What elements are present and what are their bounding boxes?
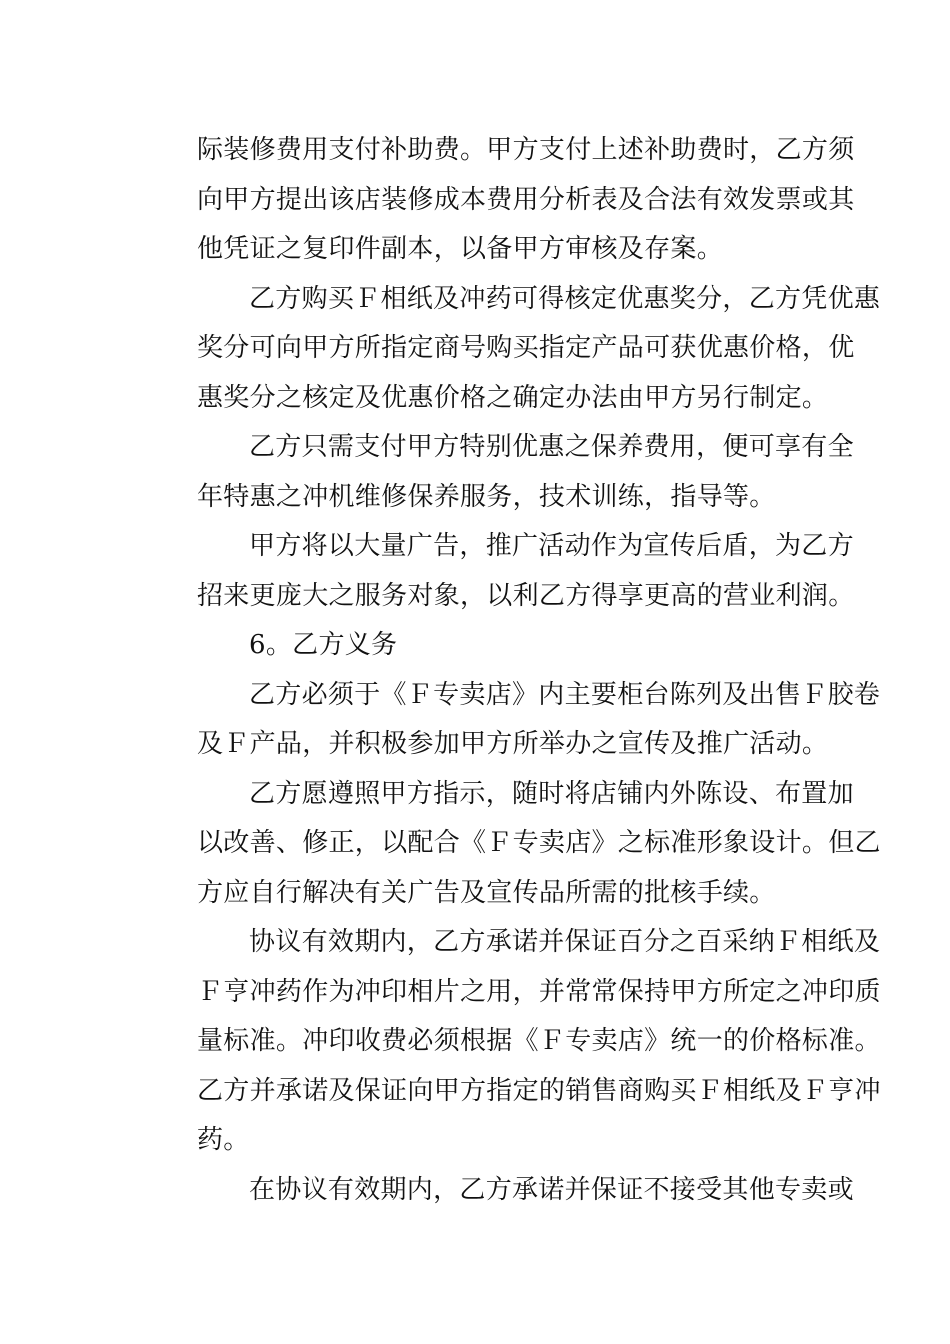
- text-line: 乙方愿遵照甲方指示，随时将店铺内外陈设、布置加: [249, 778, 854, 809]
- text-line: 方应自行解决有关广告及宣传品所需的批核手续。: [197, 877, 776, 908]
- paragraph-7: [145, 770, 881, 919]
- text-line: 惠奖分之核定及优惠价格之确定办法由甲方另行制定。: [197, 382, 829, 413]
- text-line: 乙方并承诺及保证向甲方指定的销售商购买Ｆ相纸及Ｆ亨冲: [197, 1075, 881, 1106]
- text-line: 药。: [197, 1125, 250, 1155]
- text-line: 协议有效期内，乙方承诺并保证百分之百采纳Ｆ相纸及: [249, 927, 881, 957]
- text-line: 量标准。冲印收费必须根据《Ｆ专卖店》统一的价格标准。: [197, 1026, 881, 1056]
- document-body: [145, 126, 881, 1215]
- text-line: 在协议有效期内，乙方承诺并保证不接受其他专卖或: [249, 1174, 854, 1205]
- text-line: 际装修费用支付补助费。甲方支付上述补助费时，乙方须: [197, 135, 855, 165]
- paragraph-3: [145, 423, 854, 522]
- text-line: 乙方只需支付甲方特别优惠之保养费用，便可享有全: [249, 432, 854, 462]
- text-line: 他凭证之复印件副本，以备甲方审核及存案。: [197, 234, 724, 264]
- paragraph-6: [145, 671, 881, 770]
- text-line: 向甲方提出该店装修成本费用分析表及合法有效发票或其: [197, 184, 855, 215]
- text-line: 以改善、修正，以配合《Ｆ专卖店》之标准形象设计。但乙: [197, 828, 881, 858]
- text-line: 奖分可向甲方所指定商号购买指定产品可获优惠价格，优: [197, 333, 855, 363]
- paragraph-1: [145, 126, 855, 275]
- text-line: Ｆ亨冲药作为冲印相片之用，并常常保持甲方所定之冲印质: [197, 976, 881, 1007]
- text-line: 招来更庞大之服务对象，以利乙方得享更高的营业利润。: [197, 580, 855, 611]
- paragraph-9: [145, 1166, 854, 1216]
- paragraph-8: [145, 918, 881, 1166]
- text-line: 乙方必须于《Ｆ专卖店》内主要柜台陈列及出售Ｆ胶卷: [249, 679, 881, 710]
- paragraph-4: [145, 522, 855, 621]
- text-line: 甲方将以大量广告，推广活动作为宣传后盾，为乙方: [249, 531, 854, 561]
- text-line: 乙方购买Ｆ相纸及冲药可得核定优惠奖分，乙方凭优惠: [249, 283, 881, 314]
- section-heading-text: 6。乙方义务: [249, 630, 398, 660]
- text-line: 及Ｆ产品，并积极参加甲方所举办之宣传及推广活动。: [197, 729, 829, 759]
- paragraph-2: [145, 275, 881, 424]
- section-heading: [145, 621, 810, 671]
- text-line: 年特惠之冲机维修保养服务，技术训练，指导等。: [197, 481, 776, 512]
